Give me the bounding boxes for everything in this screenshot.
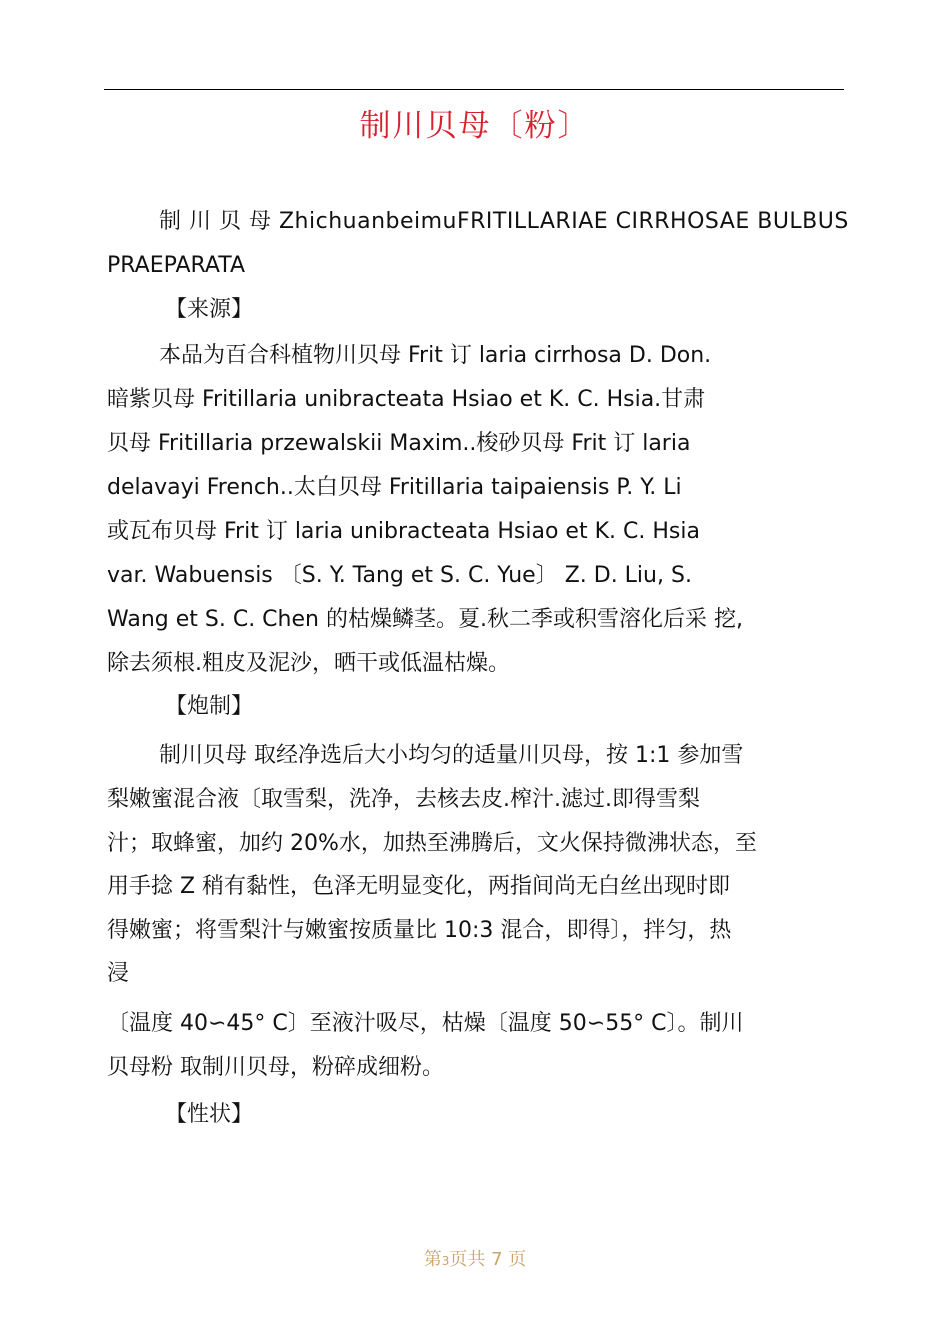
section-heading-traits: 【性状】 — [165, 1102, 254, 1127]
source-line: delavayi French..太白贝母 Fritillaria taipaiensis P. Y. Li — [107, 475, 682, 500]
footer-page-total: 7 — [491, 1249, 503, 1270]
footer-prefix: 第 — [423, 1249, 442, 1270]
intro-line-2: PRAEPARATA — [107, 253, 246, 278]
section-heading-process: 【炮制】 — [165, 694, 254, 719]
footer-page-current: 3 — [441, 1254, 450, 1268]
process-line: 用手捻 Z 稍有黏性，色泽无明显变化，两指间尚无白丝出现时即 — [107, 874, 731, 899]
source-line: 除去须根.粗皮及泥沙，晒干或低温枯燥。 — [107, 651, 510, 676]
footer-middle: 页共 — [449, 1249, 492, 1270]
source-line: Wang et S. C. Chen 的枯燥鳞茎。夏.秋二季或积雪溶化后采 挖, — [107, 607, 743, 632]
source-line: 贝母 Fritillaria przewalskii Maxim..梭砂贝母 Frit 订 laria — [107, 431, 691, 456]
process-line: 浸 — [107, 961, 130, 986]
page-footer — [0, 1245, 950, 1271]
source-line: 暗紫贝母 Fritillaria unibracteata Hsiao et K. C. Hsia.甘肃 — [107, 387, 706, 412]
source-line: 或瓦布贝母 Frit 订 laria unibracteata Hsiao et K. C. Hsia — [107, 519, 700, 544]
process-line: 梨嫩蜜混合液〔取雪梨，洗净，去核去皮.榨汁.滤过.即得雪梨 — [107, 787, 700, 812]
process-line: 贝母粉 取制川贝母，粉碎成细粉。 — [107, 1055, 444, 1080]
process-line: 得嫩蜜；将雪梨汁与嫩蜜按质量比 10:3 混合，即得〕，拌匀，热 — [107, 918, 732, 943]
intro-line-1: 制 川 贝 母 ZhichuanbeimuFRITILLARIAE CIRRHOSAE BULBUS — [159, 209, 849, 234]
process-line: 制川贝母 取经净选后大小均匀的适量川贝母，按 1:1 参加雪 — [159, 743, 744, 768]
top-rule — [104, 89, 844, 90]
footer-suffix: 页 — [502, 1249, 527, 1270]
source-line: var. Wabuensis 〔S. Y. Tang et S. C. Yue〕 Z. D. Liu, S. — [107, 563, 692, 588]
process-line: 〔温度 40∽45° C〕至液汁吸尽，枯燥〔温度 50∽55° C〕。制川 — [107, 1011, 744, 1036]
process-line: 汁；取蜂蜜，加约 20%水，加热至沸腾后，文火保持微沸状态，至 — [107, 831, 757, 856]
document-title: 制川贝母〔粉〕 — [359, 108, 591, 144]
source-line: 本品为百合科植物川贝母 Frit 订 laria cirrhosa D. Don. — [159, 343, 712, 368]
section-heading-source: 【来源】 — [165, 297, 254, 322]
